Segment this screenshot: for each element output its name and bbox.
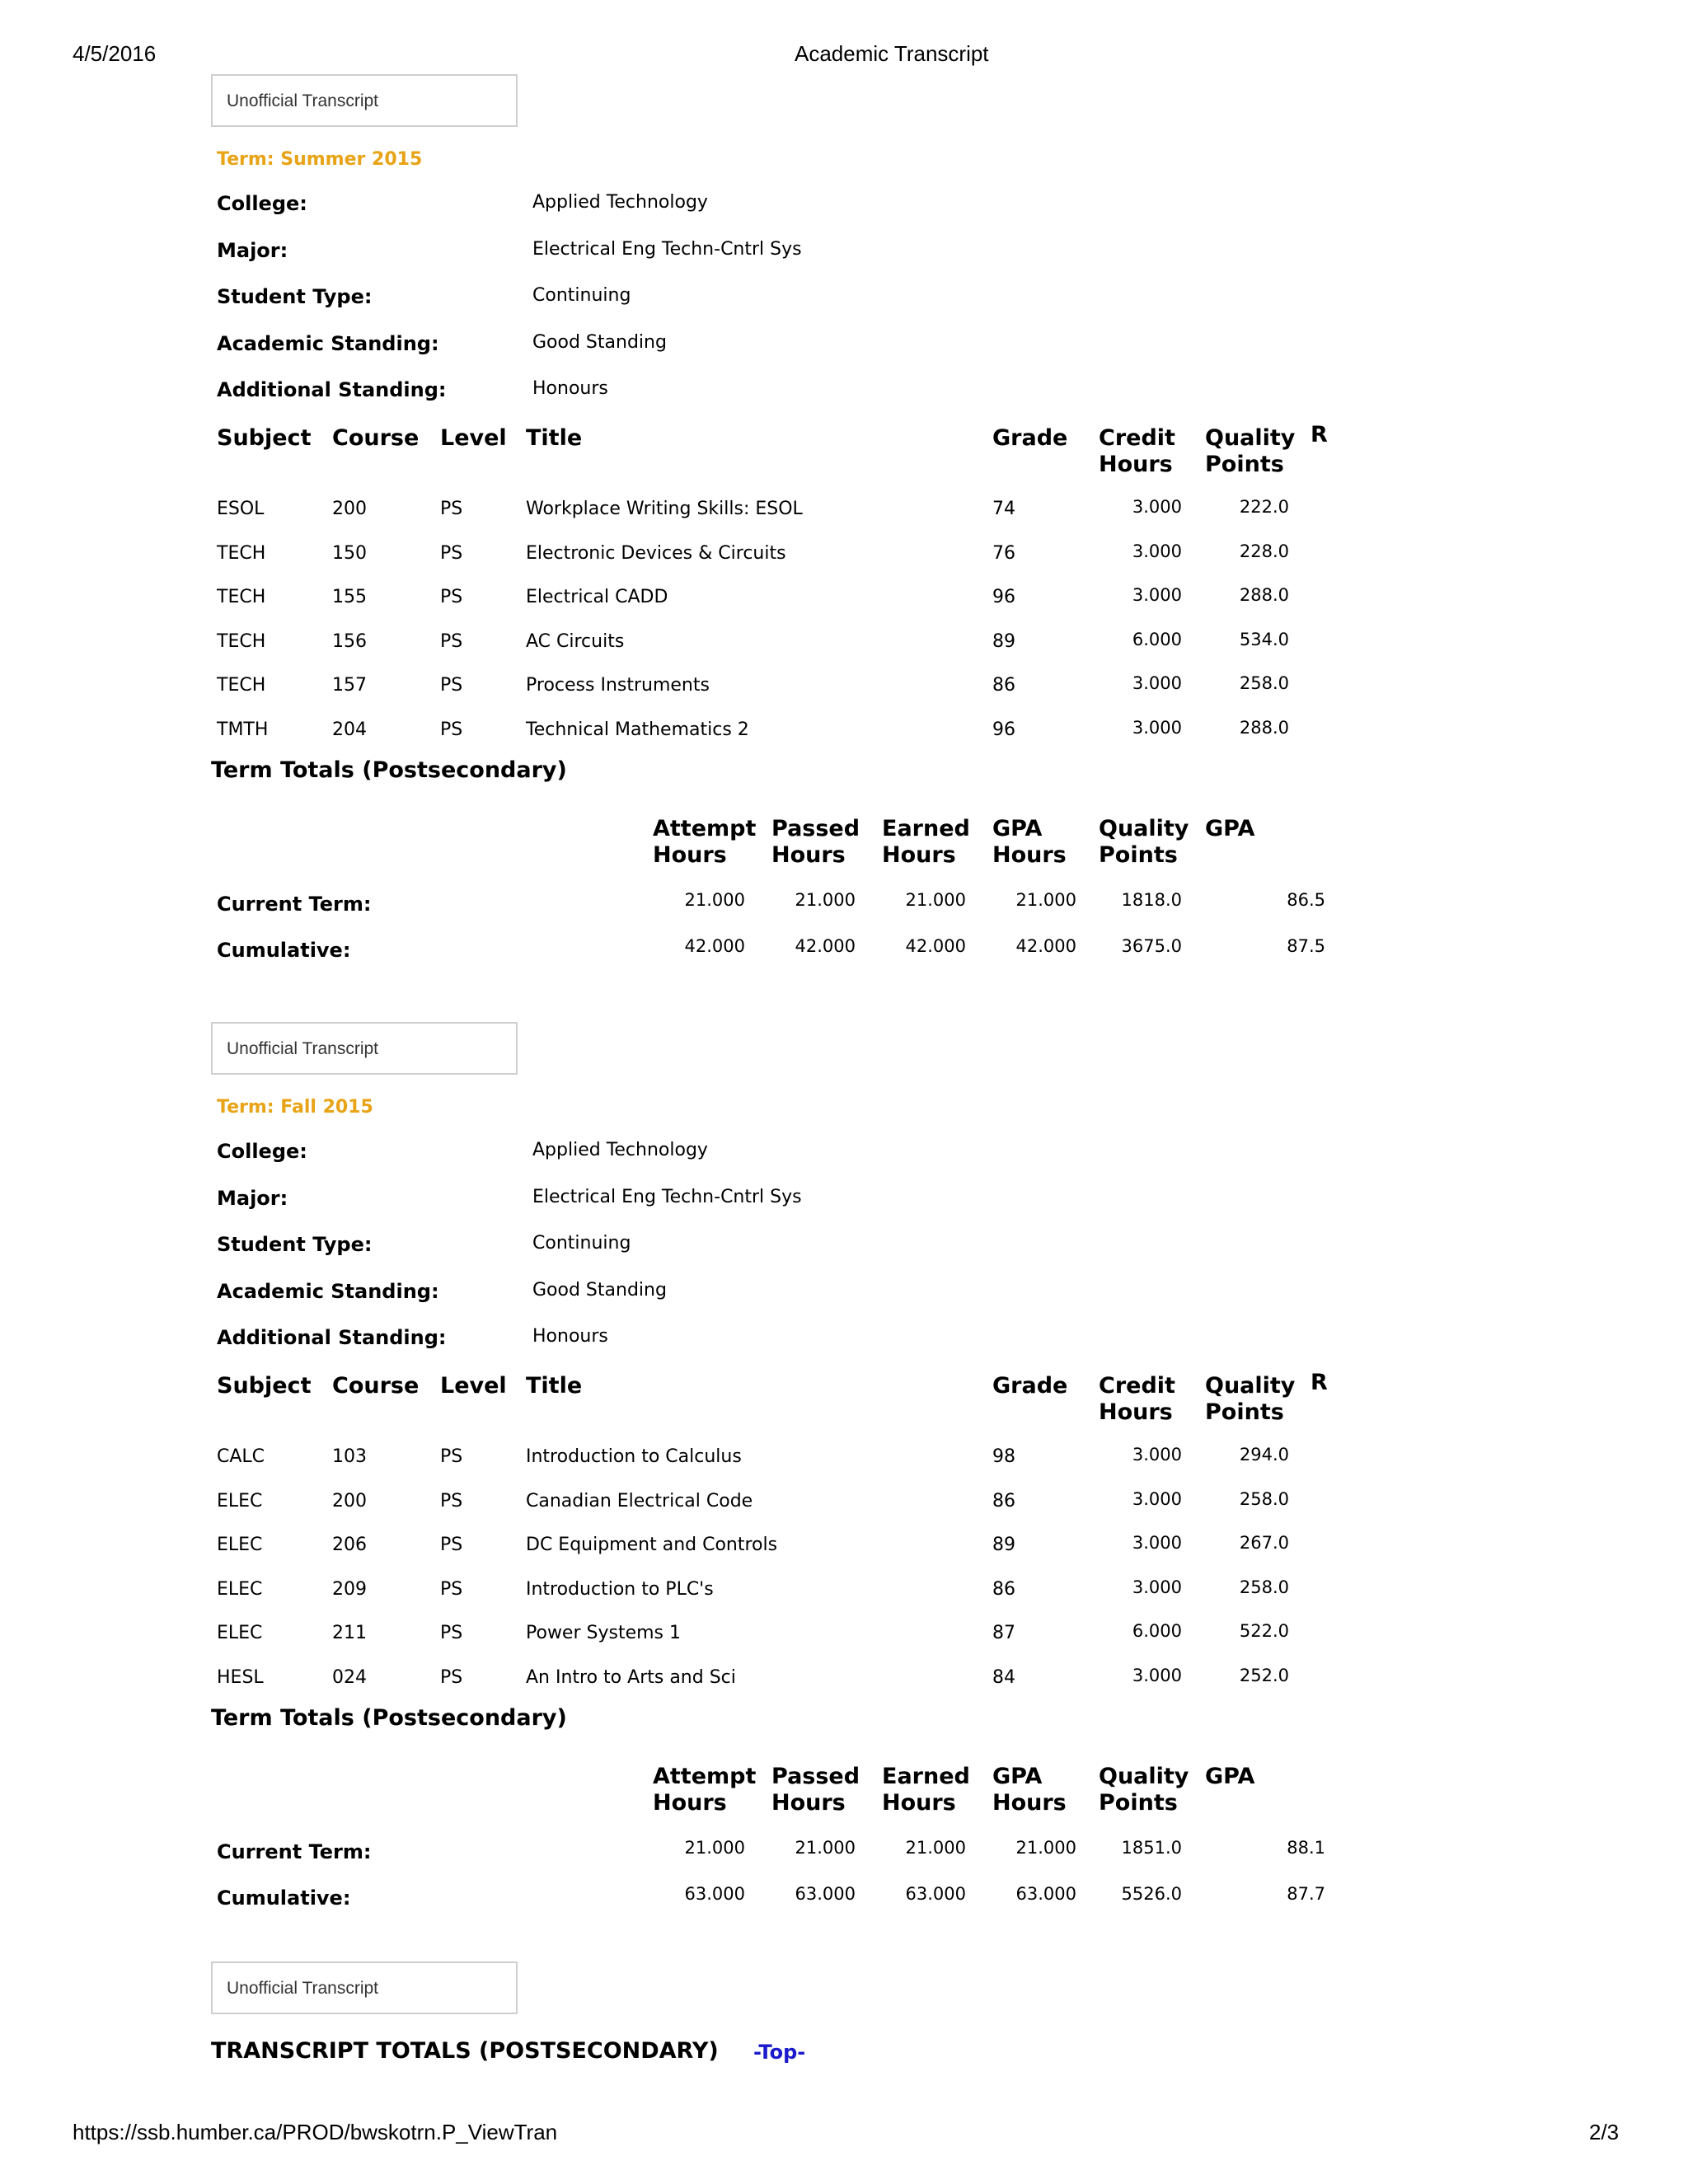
tot-col-gpa: GPA (1205, 816, 1255, 841)
course-title: Technical Mathematics 2 (526, 719, 749, 740)
course-quality-points: 258.0 (1239, 673, 1289, 694)
col-quality-points: Points (1205, 1399, 1284, 1425)
course-quality-points: 252.0 (1239, 1666, 1289, 1685)
student-type-value: Continuing (532, 1233, 631, 1254)
cumulative-quality: 5526.0 (1121, 1884, 1182, 1904)
course-number: 150 (332, 542, 367, 564)
academic-standing-value: Good Standing (532, 1279, 667, 1301)
course-level: PS (440, 675, 463, 696)
course-number: 155 (332, 587, 367, 608)
course-credit-hours: 3.000 (1132, 718, 1182, 738)
additional-standing-value: Honours (532, 378, 608, 399)
course-credit-hours: 3.000 (1132, 1488, 1182, 1509)
cumulative-passed: 63.000 (795, 1884, 856, 1904)
course-title: Electronic Devices & Circuits (526, 542, 786, 564)
academic-standing-label: Academic Standing: (217, 331, 439, 355)
course-credit-hours: 6.000 (1132, 1621, 1182, 1642)
current-passed: 21.000 (795, 890, 856, 910)
cumulative-passed: 42.000 (795, 936, 856, 956)
course-credit-hours: 3.000 (1132, 541, 1182, 561)
col-level: Level (440, 425, 507, 451)
additional-standing-label: Additional Standing: (217, 378, 447, 401)
panel-label: Unofficial Transcript (227, 1039, 379, 1058)
course-subject: TMTH (217, 719, 269, 740)
tot-col-attempt-sub: Hours (653, 1790, 727, 1816)
major-label: Major: (217, 238, 288, 262)
tot-col-earned-sub: Hours (882, 842, 956, 868)
cumulative-attempt: 63.000 (684, 1884, 745, 1904)
course-credit-hours: 3.000 (1132, 1533, 1182, 1554)
col-repeat: R (1311, 1370, 1328, 1395)
course-level: PS (440, 1446, 463, 1467)
current-gpa: 88.1 (1287, 1838, 1325, 1858)
cumulative-quality: 3675.0 (1121, 936, 1182, 956)
course-credit-hours: 3.000 (1132, 497, 1182, 517)
course-quality-points: 267.0 (1239, 1533, 1289, 1554)
course-subject: ELEC (217, 1623, 263, 1644)
cumulative-row-label: Cumulative: (217, 939, 351, 962)
course-quality-points: 522.0 (1239, 1621, 1289, 1642)
tot-col-gpa-hours: GPA (992, 816, 1043, 841)
tot-col-gpa: GPA (1205, 1764, 1255, 1789)
tot-col-attempt-sub: Hours (653, 842, 727, 868)
course-number: 204 (332, 719, 367, 740)
course-level: PS (440, 499, 463, 519)
current-quality: 1818.0 (1121, 890, 1182, 910)
course-grade: 98 (992, 1446, 1015, 1467)
course-subject: CALC (217, 1446, 265, 1467)
unofficial-transcript-panel (211, 1961, 518, 2014)
course-level: PS (440, 1490, 463, 1511)
course-quality-points: 258.0 (1239, 1577, 1289, 1597)
col-credit-hours: Hours (1099, 452, 1173, 477)
tot-col-quality: Quality (1099, 816, 1189, 841)
unofficial-transcript-panel (211, 1022, 518, 1075)
print-title: Academic Transcript (795, 41, 989, 66)
col-credit-hours: Hours (1099, 1399, 1173, 1425)
cumulative-attempt: 42.000 (684, 936, 745, 956)
col-credit: Credit (1099, 1373, 1175, 1399)
course-number: 200 (332, 499, 367, 519)
course-subject: ELEC (217, 1490, 263, 1511)
tot-col-gpa-hours-sub: Hours (992, 1790, 1067, 1816)
course-level: PS (440, 542, 463, 564)
transcript-totals-heading: TRANSCRIPT TOTALS (POSTSECONDARY) (211, 2038, 719, 2064)
cumulative-gpa: 87.7 (1287, 1884, 1325, 1904)
course-quality-points: 288.0 (1239, 718, 1289, 738)
course-credit-hours: 3.000 (1132, 1445, 1182, 1465)
course-title: AC Circuits (526, 630, 625, 652)
col-title: Title (526, 425, 583, 451)
course-grade: 96 (992, 587, 1015, 608)
course-title: Canadian Electrical Code (526, 1490, 753, 1511)
term-totals-heading: Term Totals (Postsecondary) (211, 1705, 567, 1731)
print-url: https://ssb.humber.ca/PROD/bwskotrn.P_ViewTran (73, 2120, 558, 2144)
col-subject: Subject (217, 425, 312, 451)
cumulative-row-label: Cumulative: (217, 1886, 351, 1910)
course-grade: 86 (992, 1490, 1015, 1511)
tot-col-gpa-hours-sub: Hours (992, 842, 1067, 868)
course-credit-hours: 6.000 (1132, 629, 1182, 649)
course-title: Power Systems 1 (526, 1623, 681, 1644)
course-number: 024 (332, 1667, 367, 1688)
course-title: Introduction to Calculus (526, 1446, 742, 1467)
course-subject: TECH (217, 587, 266, 608)
course-credit-hours: 3.000 (1132, 1666, 1182, 1685)
col-grade: Grade (992, 425, 1068, 451)
course-quality-points: 258.0 (1239, 1488, 1289, 1509)
col-course: Course (332, 425, 420, 451)
tot-col-earned-sub: Hours (882, 1790, 956, 1816)
tot-col-quality-sub: Points (1099, 842, 1178, 868)
col-credit: Credit (1099, 425, 1175, 451)
course-title: Process Instruments (526, 675, 710, 696)
course-number: 157 (332, 675, 367, 696)
course-quality-points: 288.0 (1239, 585, 1289, 606)
current-gpa: 86.5 (1287, 890, 1325, 910)
course-credit-hours: 3.000 (1132, 585, 1182, 606)
col-quality: Quality (1205, 425, 1296, 451)
course-quality-points: 294.0 (1239, 1445, 1289, 1465)
tot-col-earned: Earned (882, 816, 970, 841)
top-link[interactable]: -Top- (753, 2041, 806, 2064)
course-credit-hours: 3.000 (1132, 1577, 1182, 1597)
cumulative-gpa: 87.5 (1287, 936, 1325, 956)
cumulative-gpa-hours: 42.000 (1015, 936, 1076, 956)
college-label: College: (217, 192, 307, 215)
current-row-label: Current Term: (217, 893, 372, 916)
course-subject: TECH (217, 542, 266, 564)
col-quality: Quality (1205, 1373, 1296, 1399)
course-subject: ESOL (217, 499, 265, 519)
panel-label: Unofficial Transcript (227, 91, 379, 110)
course-level: PS (440, 1667, 463, 1688)
course-level: PS (440, 1535, 463, 1556)
current-gpa-hours: 21.000 (1015, 1838, 1076, 1858)
col-subject: Subject (217, 1373, 312, 1399)
student-type-value: Continuing (532, 285, 631, 306)
cumulative-earned: 63.000 (905, 1884, 966, 1904)
course-grade: 87 (992, 1623, 1015, 1644)
cumulative-earned: 42.000 (905, 936, 966, 956)
course-grade: 86 (992, 1578, 1015, 1600)
course-title: Introduction to PLC's (526, 1578, 714, 1600)
course-grade: 86 (992, 675, 1015, 696)
course-level: PS (440, 630, 463, 652)
course-number: 156 (332, 630, 367, 652)
additional-standing-label: Additional Standing: (217, 1326, 447, 1349)
current-attempt: 21.000 (684, 890, 745, 910)
print-date: 4/5/2016 (73, 41, 157, 66)
tot-col-passed-sub: Hours (771, 842, 846, 868)
course-subject: ELEC (217, 1535, 263, 1556)
panel-label: Unofficial Transcript (227, 1979, 379, 1998)
college-value: Applied Technology (532, 192, 708, 213)
current-earned: 21.000 (905, 890, 966, 910)
unofficial-transcript-panel (211, 74, 518, 127)
course-number: 200 (332, 1490, 367, 1511)
academic-standing-value: Good Standing (532, 331, 667, 353)
term-heading: Term: Fall 2015 (217, 1097, 373, 1118)
tot-col-quality-sub: Points (1099, 1790, 1178, 1816)
tot-col-quality: Quality (1099, 1764, 1189, 1789)
college-label: College: (217, 1140, 307, 1163)
course-quality-points: 222.0 (1239, 497, 1289, 517)
course-grade: 76 (992, 542, 1015, 564)
current-passed: 21.000 (795, 1838, 856, 1858)
tot-col-passed: Passed (771, 1764, 860, 1789)
current-gpa-hours: 21.000 (1015, 890, 1076, 910)
course-number: 209 (332, 1578, 367, 1600)
current-attempt: 21.000 (684, 1838, 745, 1858)
tot-col-attempt: Attempt (653, 816, 757, 841)
course-title: Workplace Writing Skills: ESOL (526, 499, 803, 519)
course-title: DC Equipment and Controls (526, 1535, 778, 1556)
course-grade: 89 (992, 1535, 1015, 1556)
col-level: Level (440, 1373, 507, 1399)
term-heading: Term: Summer 2015 (217, 149, 423, 170)
course-grade: 96 (992, 719, 1015, 740)
tot-col-passed: Passed (771, 816, 860, 841)
tot-col-attempt: Attempt (653, 1764, 757, 1789)
page-number: 2/3 (1589, 2120, 1620, 2144)
course-grade: 74 (992, 499, 1015, 519)
course-number: 206 (332, 1535, 367, 1556)
course-subject: ELEC (217, 1578, 263, 1600)
current-earned: 21.000 (905, 1838, 966, 1858)
course-level: PS (440, 587, 463, 608)
course-subject: TECH (217, 630, 266, 652)
tot-col-earned: Earned (882, 1764, 970, 1789)
course-level: PS (440, 1578, 463, 1600)
col-grade: Grade (992, 1373, 1068, 1399)
cumulative-gpa-hours: 63.000 (1015, 1884, 1076, 1904)
course-number: 103 (332, 1446, 367, 1467)
student-type-label: Student Type: (217, 285, 373, 308)
current-quality: 1851.0 (1121, 1838, 1182, 1858)
tot-col-passed-sub: Hours (771, 1790, 846, 1816)
course-grade: 89 (992, 630, 1015, 652)
course-subject: HESL (217, 1667, 264, 1688)
student-type-label: Student Type: (217, 1233, 373, 1256)
course-level: PS (440, 719, 463, 740)
additional-standing-value: Honours (532, 1326, 608, 1347)
course-title: An Intro to Arts and Sci (526, 1667, 736, 1688)
major-value: Electrical Eng Techn-Cntrl Sys (532, 238, 802, 260)
academic-standing-label: Academic Standing: (217, 1279, 439, 1303)
col-title: Title (526, 1373, 583, 1399)
term-totals-heading: Term Totals (Postsecondary) (211, 757, 567, 783)
major-value: Electrical Eng Techn-Cntrl Sys (532, 1186, 802, 1207)
course-quality-points: 534.0 (1239, 629, 1289, 649)
course-grade: 84 (992, 1667, 1015, 1688)
course-subject: TECH (217, 675, 266, 696)
col-quality-points: Points (1205, 452, 1284, 477)
course-credit-hours: 3.000 (1132, 673, 1182, 694)
course-quality-points: 228.0 (1239, 541, 1289, 561)
tot-col-gpa-hours: GPA (992, 1764, 1043, 1789)
col-repeat: R (1311, 422, 1328, 448)
course-number: 211 (332, 1623, 367, 1644)
course-title: Electrical CADD (526, 587, 668, 608)
col-course: Course (332, 1373, 420, 1399)
college-value: Applied Technology (532, 1140, 708, 1160)
course-level: PS (440, 1623, 463, 1644)
current-row-label: Current Term: (217, 1840, 372, 1863)
major-label: Major: (217, 1186, 288, 1210)
